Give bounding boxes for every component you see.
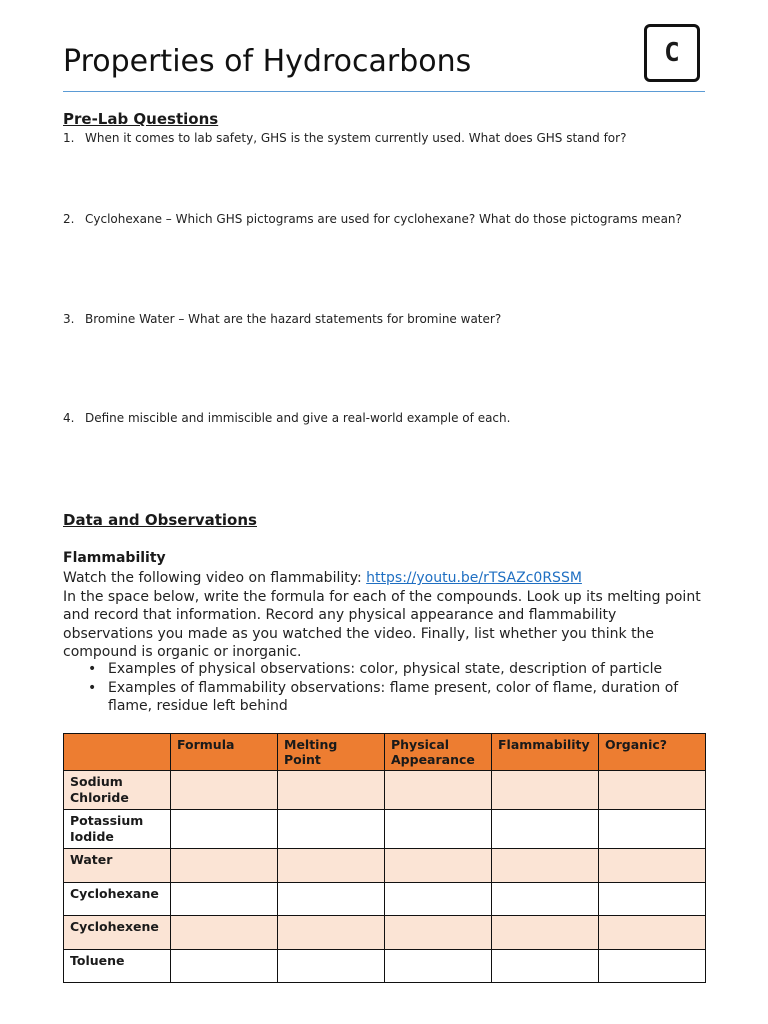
question-text: Bromine Water – What are the hazard statements for bromine water? [85,312,502,326]
melting-point-cell[interactable] [278,810,385,849]
melting-point-cell[interactable] [278,882,385,916]
melting-point-cell[interactable] [278,949,385,983]
table-header-row [64,734,706,771]
examples-list [88,660,708,716]
data-observations-heading: Data and Observations [63,511,257,529]
appearance-cell[interactable] [385,916,492,950]
header-cell-flammability: Flammability [492,734,599,771]
question-1 [63,131,626,145]
flammability-instructions [63,569,703,662]
header-cell-melting-point: Melting Point [278,734,385,771]
header-cell-formula: Formula [171,734,278,771]
prelab-heading: Pre-Lab Questions [63,110,219,128]
flammability-cell[interactable] [492,771,599,810]
question-number: 4. [63,411,75,425]
table-row [64,810,706,849]
list-item: • Examples of physical observations: color, physical state, description of particle [88,660,708,679]
flammability-cell[interactable] [492,849,599,883]
organic-cell[interactable] [599,771,706,810]
video-intro-text: Watch the following video on flammability: [63,570,367,586]
question-3 [63,312,501,326]
question-text: When it comes to lab safety, GHS is the system currently used. What does GHS stand for? [85,131,627,145]
compound-name: Cyclohexane [64,882,171,916]
flammability-cell[interactable] [492,882,599,916]
organic-cell[interactable] [599,949,706,983]
organic-cell[interactable] [599,916,706,950]
flammability-cell[interactable] [492,916,599,950]
question-text: Define miscible and immiscible and give a real-world example of each. [85,411,511,425]
appearance-cell[interactable] [385,810,492,849]
observations-table [63,733,706,983]
question-2 [63,212,682,226]
organic-cell[interactable] [599,810,706,849]
question-number: 2. [63,212,75,226]
appearance-cell[interactable] [385,771,492,810]
instructions-text: In the space below, write the formula for each of the compounds. Look up its melting point and record that information. Record any physical appearance and flammability observations you made as you watched the video. Finally, list whether you think the compound is organic or inorganic. [63,588,701,660]
table-row [64,949,706,983]
title-divider [63,91,705,92]
flammability-cell[interactable] [492,949,599,983]
table-row [64,771,706,810]
melting-point-cell[interactable] [278,771,385,810]
melting-point-cell[interactable] [278,849,385,883]
compound-name: Water [64,849,171,883]
compound-name: Sodium Chloride [64,771,171,810]
question-text: Cyclohexane – Which GHS pictograms are used for cyclohexane? What do those pictograms mean? [85,212,682,226]
formula-cell[interactable] [171,916,278,950]
formula-cell[interactable] [171,771,278,810]
list-item: • Examples of flammability observations: flame present, color of flame, duration of flame, residue left behind [88,679,708,716]
formula-cell[interactable] [171,849,278,883]
section-badge: C [644,24,700,82]
organic-cell[interactable] [599,882,706,916]
table-row [64,882,706,916]
melting-point-cell[interactable] [278,916,385,950]
appearance-cell[interactable] [385,849,492,883]
compound-name: Toluene [64,949,171,983]
formula-cell[interactable] [171,882,278,916]
compound-name: Cyclohexene [64,916,171,950]
formula-cell[interactable] [171,810,278,849]
appearance-cell[interactable] [385,949,492,983]
page-title: Properties of Hydrocarbons [63,44,472,79]
question-number: 3. [63,312,75,326]
organic-cell[interactable] [599,849,706,883]
video-link[interactable]: https://youtu.be/rTSAZc0RSSM [366,570,582,586]
header-cell-blank [64,734,171,771]
flammability-subheading: Flammability [63,550,166,566]
compound-name: Potassium Iodide [64,810,171,849]
question-number: 1. [63,131,75,145]
appearance-cell[interactable] [385,882,492,916]
header-cell-physical-appearance: Physical Appearance [385,734,492,771]
question-4 [63,411,510,425]
table-row [64,849,706,883]
table-row [64,916,706,950]
flammability-cell[interactable] [492,810,599,849]
header-cell-organic: Organic? [599,734,706,771]
formula-cell[interactable] [171,949,278,983]
